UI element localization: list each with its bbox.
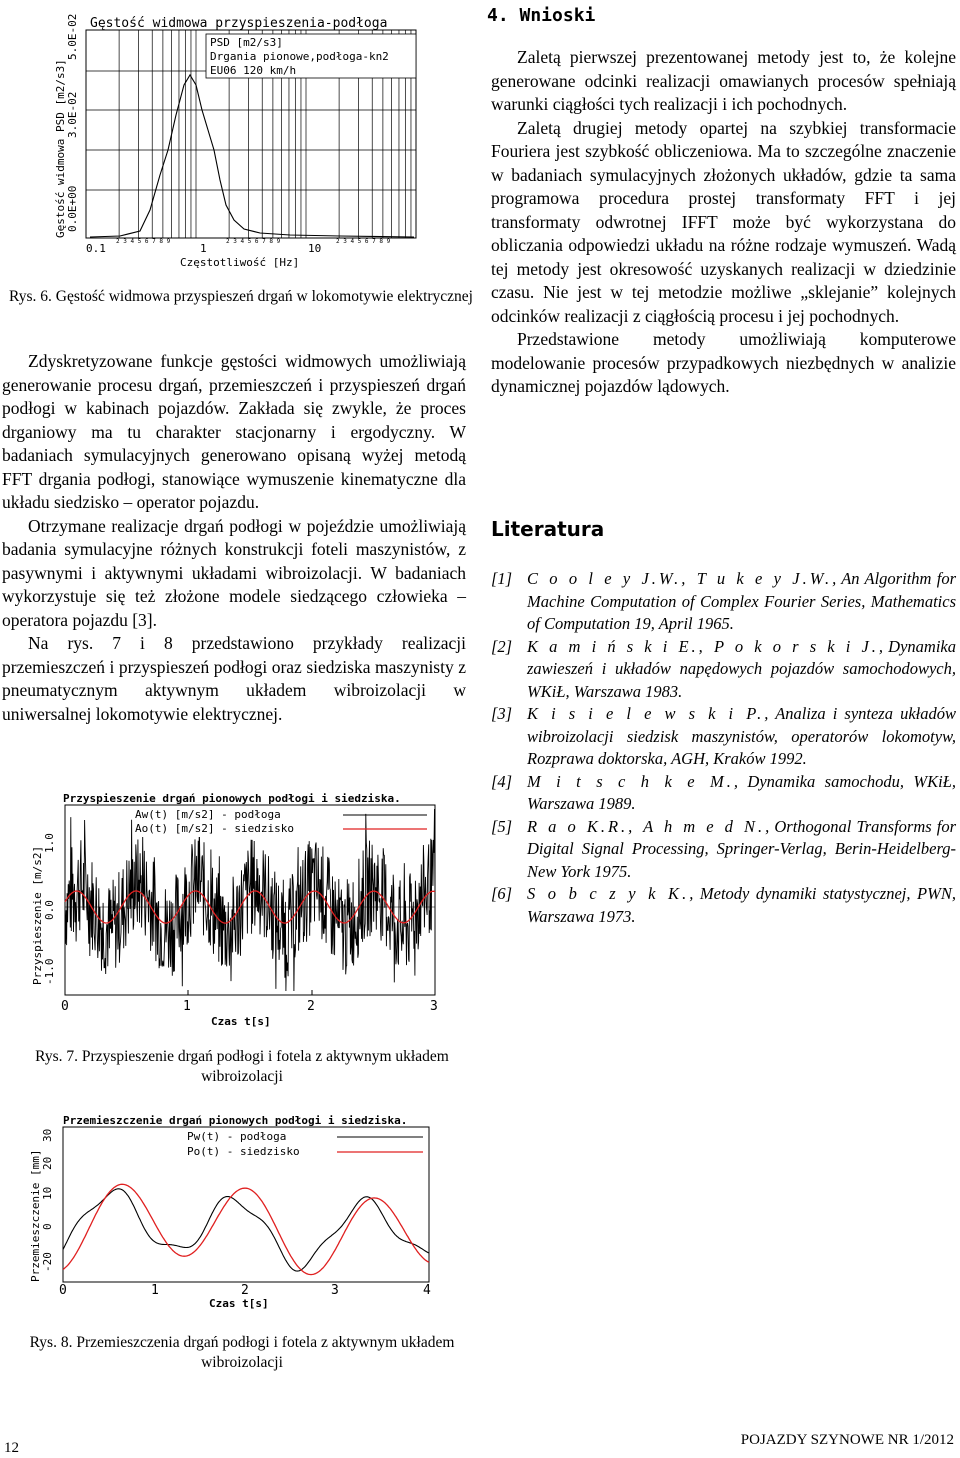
reference-item [491, 816, 956, 884]
fig8-xtick-4: 4 [423, 1283, 431, 1298]
fig6-caption: Rys. 6. Gęstość widmowa przyspieszeń drgań w lokomotywie elektrycznej [9, 288, 473, 305]
left-paragraph-2: Otrzymane realizacje drgań podłogi w pojeździe umożliwiają badania symulacyjne różnych konstrukcji foteli maszynistów, z pasywnymi i aktywnymi układami wibroizolacji. W badaniach wykorzystuje się też złożone modele siedzącego człowieka – operatora pojazdu [3]. [2, 515, 466, 630]
reference-number: [6] [491, 884, 513, 903]
fig6-ylabel: Gęstość widmowa PSD [m2/s3] [54, 59, 67, 238]
figure-6-psd-chart [50, 0, 430, 275]
fig8-series-seat [63, 1184, 429, 1274]
reference-text: , Orthogonal Transforms for Digital Signal Processing, Springer-Verlag, Berin-Heidelberg-New York 1975. [527, 816, 956, 881]
right-text-column [491, 46, 956, 399]
fig6-xtick-major-1: 1 [200, 242, 207, 255]
conclusion-paragraph-2: Zaletą drugiej metody opartej na szybkiej transformacie Fouriera jest szybkość obliczeniowa. Ma to szczególne znaczenie w badaniach symulacyjnych złożonych układów, gdzie ta sama programowa procedura prostej transformaty FFT i jej transformaty odwrotnej IFFT może być wykorzystana do obliczania odpowiedzi układu na różne rodzaje wymuszeń. Wadą tej metody jest okresowość uzyskanych realizacji w dziedzinie czasu. Nie jest w tej metodzie możliwe „sklejanie” kolejnych odcinków realizacji z ciągłością procesu i jej pochodnych. [491, 117, 956, 326]
conclusion-paragraph-1: Zaletą pierwszej prezentowanej metody jest to, że kolejne generowane odcinki realizacji omawianych procesów spełniają warunki ciągłości tych realizacji i ich pochodnych. [491, 47, 956, 114]
fig7-legend-2: Ao(t) [m/s2] - siedzisko [135, 822, 294, 835]
left-paragraph-1: Zdyskretyzowane funkcje gęstości widmowych umożliwiają generowanie procesu drgań, przemieszczeń i przyspieszeń drgań podłogi w kabinach pojazdów. Zakłada się zwykle, że proces drganiowy ma tu charakter stacjonarny i ergodyczny. W badaniach symulacyjnych generowano opisaną wyżej metodą FFT drgania podłogi, stanowiące wymuszenie kinematyczne dla układu siedzisko – operator pojazdu. [2, 351, 466, 512]
reference-text: , Metody dynamiki statystycznej, PWN, Warszawa 1973. [527, 884, 956, 926]
reference-text: , An Algorithm for Machine Computation of Complex Fourier Series, Mathematics of Computation 19, April 1965. [527, 569, 956, 633]
reference-authors: S o b c z y k K. [527, 884, 690, 903]
fig7-xtick-1: 1 [183, 999, 191, 1014]
fig6-legend-3b: EU06 120 km/h [210, 64, 297, 77]
reference-list [491, 568, 956, 928]
reference-item [491, 703, 956, 771]
reference-authors: R a o K.R., A h m e d N. [527, 816, 766, 836]
figure-7-acceleration-chart [25, 785, 445, 1030]
fig8-xtick-2: 2 [241, 1283, 249, 1298]
fig6-ytick-2: 5.0E-02 [66, 13, 79, 60]
fig8-caption: Rys. 8. Przemieszczenia drgań podłogi i fotela z aktywnym układem wibroizolacji [29, 1334, 455, 1371]
reference-authors: K i s i e l e w s k i P. [527, 704, 765, 723]
fig6-ytick-1: 3.0E-02 [66, 91, 79, 138]
fig8-ylabel: Przemieszczenie [mm] [29, 1149, 42, 1282]
fig8-ytick-1: 0 [41, 1223, 54, 1230]
reference-number: [4] [491, 771, 513, 791]
fig8-legend-2: Po(t) - siedzisko [187, 1145, 300, 1158]
fig6-legend-1b: PSD [m2/s3] [210, 36, 283, 49]
fig7-xtick-3: 3 [430, 999, 438, 1014]
fig6-xtick-major-2: 10 [308, 242, 322, 255]
page-number: 12 [4, 1440, 19, 1456]
fig6-xlabel: Częstotliwość [Hz] [180, 256, 300, 269]
fig7-xlabel: Czas t[s] [211, 1015, 271, 1028]
journal-name: POJAZDY SZYNOWE NR 1/2012 [740, 1432, 954, 1448]
fig8-xtick-0: 0 [59, 1283, 67, 1298]
left-text-column [2, 350, 466, 726]
fig8-ytick-4: 30 [41, 1128, 54, 1142]
figure-8-displacement-chart [25, 1110, 445, 1310]
fig8-ytick-2: 10 [41, 1186, 54, 1200]
fig8-xtick-1: 1 [151, 1283, 159, 1298]
fig6-title: Gęstość widmowa przyspieszenia-podłoga [90, 16, 388, 31]
fig8-legend-1: Pw(t) - podłoga [187, 1130, 287, 1143]
fig7-xtick-2: 2 [307, 999, 315, 1014]
fig6-xtick-major-0: 0.1 [86, 242, 106, 255]
fig7-ytick-2: 1.0 [43, 833, 56, 853]
reference-number: [2] [491, 636, 513, 656]
fig6-xtick-minor-2: 2 3 4 5 6 7 8 9 [336, 238, 391, 245]
fig7-title: Przyspieszenie drgań pionowych podłogi i siedziska. [63, 792, 401, 805]
fig8-ytick-3: 20 [41, 1156, 54, 1170]
reference-item [491, 568, 956, 636]
reference-number: [5] [491, 816, 513, 836]
fig6-xtick-minor-1: 2 3 4 5 6 7 8 9 [226, 238, 281, 245]
fig6-legend-2b: Drgania pionowe,podłoga-kn2 [210, 50, 389, 63]
fig8-xlabel: Czas t[s] [209, 1297, 269, 1310]
reference-number: [3] [491, 704, 513, 723]
reference-number: [1] [491, 569, 513, 588]
section-4-heading: 4. Wnioski [487, 5, 596, 26]
fig8-series-floor [63, 1189, 429, 1271]
reference-item [491, 771, 956, 816]
reference-authors: M i t s c h k e M. [527, 771, 734, 791]
fig7-xtick-0: 0 [61, 999, 69, 1014]
reference-authors: K a m i ń s k i E., P o k o r s k i J. [527, 636, 879, 656]
reference-authors: C o o l e y J.W., T u k e y J.W. [527, 569, 833, 588]
fig7-ylabel: Przyspieszenie [m/s2] [31, 845, 44, 985]
fig7-ytick-1: 0.0 [43, 900, 56, 920]
fig8-ytick-0: -20 [41, 1252, 54, 1272]
left-paragraph-3: Na rys. 7 i 8 przedstawiono przykłady realizacji przemieszczeń i przyspieszeń podłogi oraz siedziska maszynisty z pneumatycznym aktywnym układem wibroizolacji w uniwersalnej lokomotywie elektrycznej. [2, 633, 466, 724]
reference-text: , Dynamika zawieszeń i układów napędowych pojazdów samochodowych, WKiŁ, Warszawa 1983. [527, 636, 956, 701]
fig6-xtick-minor-0: 2 3 4 5 6 7 8 9 [116, 238, 171, 245]
reference-text: , Analiza i synteza układów wibroizolacji siedzisk maszynistów, operatorów lokomotyw, Rozprawa doktorska, AGH, Kraków 1992. [527, 704, 956, 768]
conclusion-paragraph-3: Przedstawione metody umożliwiają komputerowe modelowanie procesów przypadkowych niezbędnych w analizie dynamicznej pojazdów lądowych. [491, 329, 956, 396]
reference-item [491, 883, 956, 928]
literature-heading: Literatura [491, 517, 605, 541]
fig6-ytick-0: 0.0E+00 [66, 185, 79, 232]
fig8-title: Przemieszczenie drgań pionowych podłogi i siedziska. [63, 1114, 408, 1127]
fig8-xtick-3: 3 [331, 1283, 339, 1298]
fig7-legend-1: Aw(t) [m/s2] - podłoga [135, 808, 281, 821]
reference-item [491, 636, 956, 704]
fig7-caption: Rys. 7. Przyspieszenie drgań podłogi i fotela z aktywnym układem wibroizolacji [35, 1048, 449, 1085]
fig7-ytick-0: -1.0 [43, 958, 56, 985]
reference-text: , Dynamika samochodu, WKiŁ, Warszawa 1989. [527, 771, 957, 813]
